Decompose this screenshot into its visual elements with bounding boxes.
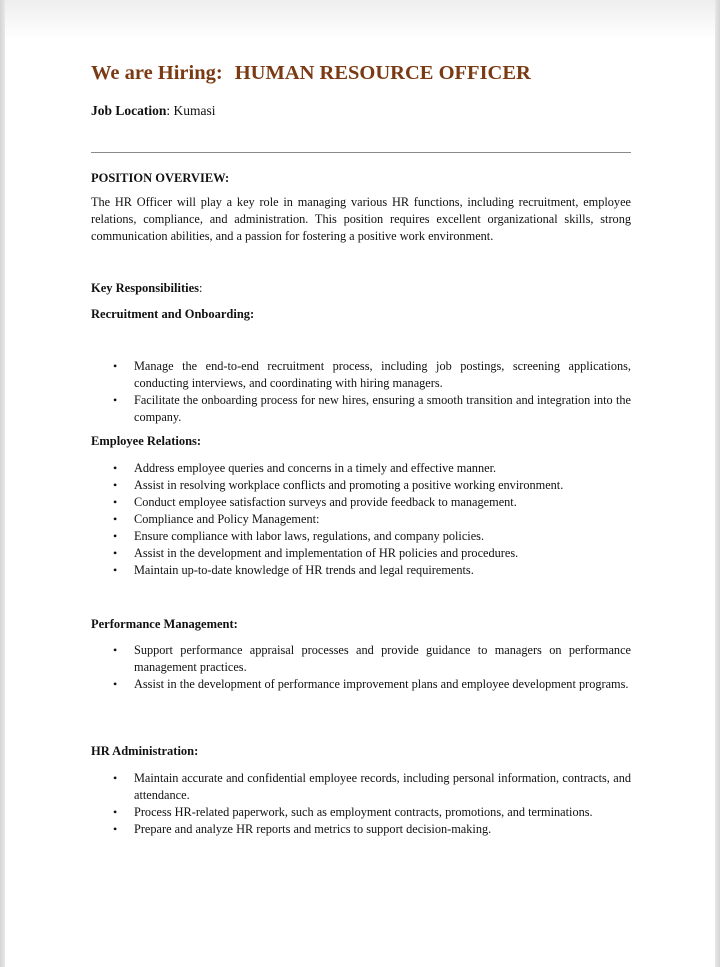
job-location xyxy=(91,103,216,119)
list-item-text: Maintain up-to-date knowledge of HR trends and legal requirements. xyxy=(134,563,474,577)
bullet-icon: • xyxy=(113,546,118,560)
list-item xyxy=(91,460,631,477)
bullet-icon: • xyxy=(113,478,118,492)
bullet-icon: • xyxy=(113,805,118,819)
list-item-text: Ensure compliance with labor laws, regulations, and company policies. xyxy=(134,529,485,543)
list-item-text: Assist in resolving workplace conflicts and promoting a positive working environment. xyxy=(134,478,564,492)
list-item-text: Facilitate the onboarding process for new hires, ensuring a smooth transition and integration into the company. xyxy=(134,393,631,424)
section-heading-recruitment: Recruitment and Onboarding: xyxy=(91,307,255,321)
section-heading-hr-administration: HR Administration: xyxy=(91,744,199,758)
bullet-icon: • xyxy=(113,393,118,407)
list-item-text: Compliance and Policy Management: xyxy=(134,512,320,526)
title-prefix: We are Hiring: xyxy=(91,62,223,84)
list-item-text: Prepare and analyze HR reports and metrics to support decision-making. xyxy=(134,822,492,836)
bullet-icon: • xyxy=(113,822,118,836)
list-item-text: Process HR-related paperwork, such as employment contracts, promotions, and terminations. xyxy=(134,805,593,819)
key-responsibilities-label: Key Responsibilities xyxy=(91,281,199,295)
bullet-icon: • xyxy=(113,495,118,509)
bullet-icon: • xyxy=(113,529,118,543)
bullet-icon: • xyxy=(113,359,118,373)
list-item xyxy=(91,477,631,494)
list-item xyxy=(91,804,631,821)
list-item-text: Conduct employee satisfaction surveys and provide feedback to management. xyxy=(134,495,517,509)
key-responsibilities-heading xyxy=(91,281,202,296)
list-item-text: Assist in the development of performance improvement plans and employee development programs. xyxy=(134,677,629,691)
overview-text: The HR Officer will play a key role in managing various HR functions, including recruitment, employee relations, compliance, and administration. This position requires excellent organizational skills, strong communication abilities, and a passion for fostering a positive work environment. xyxy=(91,195,631,243)
list-item-text: Assist in the development and implementation of HR policies and procedures. xyxy=(134,546,519,560)
list-item xyxy=(91,528,631,545)
performance-list xyxy=(91,642,631,693)
list-item xyxy=(91,821,631,838)
list-item xyxy=(91,392,631,426)
bullet-icon: • xyxy=(113,563,118,577)
title-role: HUMAN RESOURCE OFFICER xyxy=(234,62,531,84)
page-edge-left xyxy=(0,0,5,967)
job-title xyxy=(91,62,531,85)
list-item xyxy=(91,511,631,528)
bullet-icon: • xyxy=(113,512,118,526)
list-item-text: Maintain accurate and confidential employee records, including personal information, contracts, and attendance. xyxy=(134,771,631,802)
list-item-text: Address employee queries and concerns in a timely and effective manner. xyxy=(134,461,497,475)
section-heading-employee-relations: Employee Relations: xyxy=(91,434,202,448)
bullet-icon: • xyxy=(113,771,118,785)
bullet-icon: • xyxy=(113,461,118,475)
page-top-shadow xyxy=(5,0,715,40)
bullet-icon: • xyxy=(113,643,118,657)
location-value: Kumasi xyxy=(173,103,216,118)
location-separator: : xyxy=(166,103,174,118)
recruitment-list xyxy=(91,358,631,426)
page-edge-right xyxy=(715,0,720,967)
employee-relations-list xyxy=(91,460,631,579)
list-item xyxy=(91,358,631,392)
list-item xyxy=(91,770,631,804)
bullet-icon: • xyxy=(113,677,118,691)
list-item-text: Manage the end-to-end recruitment process, including job postings, screening applications, conducting interviews, and coordinating with hiring managers. xyxy=(134,359,631,390)
section-heading-performance: Performance Management: xyxy=(91,617,238,631)
hr-administration-list xyxy=(91,770,631,838)
key-responsibilities-colon: : xyxy=(199,281,203,295)
list-item xyxy=(91,676,631,693)
list-item xyxy=(91,562,631,579)
overview-heading: POSITION OVERVIEW: xyxy=(91,171,230,185)
location-label: Job Location xyxy=(91,103,167,118)
divider xyxy=(91,152,631,153)
list-item xyxy=(91,545,631,562)
list-item-text: Support performance appraisal processes and provide guidance to managers on performance management practices. xyxy=(134,643,631,674)
list-item xyxy=(91,494,631,511)
list-item xyxy=(91,642,631,676)
